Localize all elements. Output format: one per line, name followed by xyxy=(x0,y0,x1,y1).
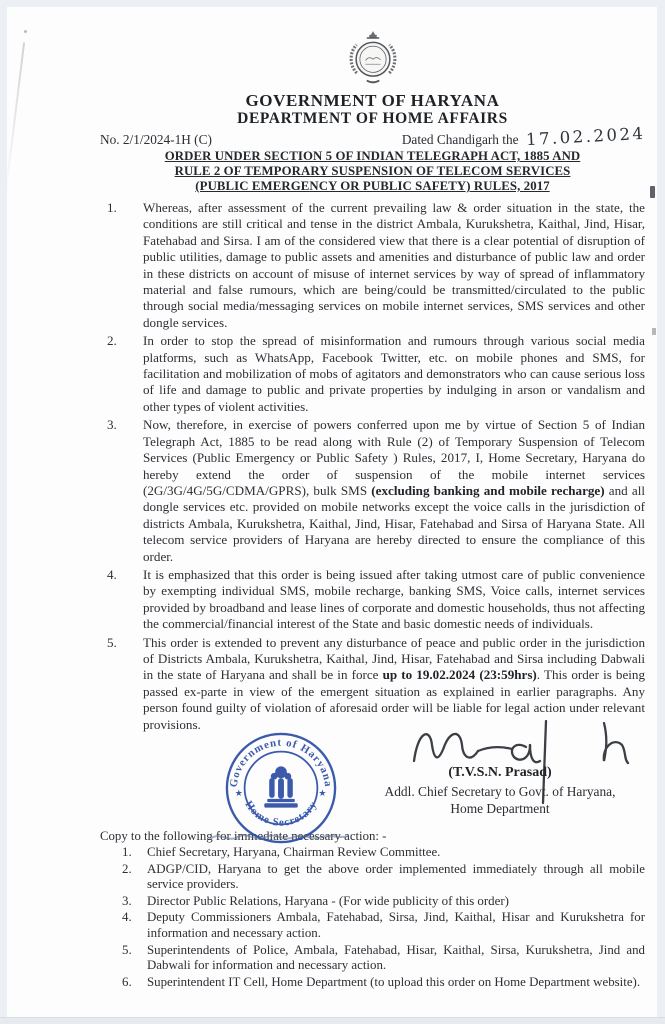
paragraph-number: 5. xyxy=(107,634,117,650)
government-name: GOVERNMENT OF HARYANA xyxy=(245,91,500,110)
copy-item-number: 4. xyxy=(122,910,132,925)
order-title-line-2: RULE 2 OF TEMPORARY SUSPENSION OF TELECOM SERVICES xyxy=(174,164,571,178)
scan-edge-mark-artifact xyxy=(650,186,655,198)
paragraph-text: This order is extended to prevent any disturbance of peace and public order in the jurisdiction of Districts Ambala, Kurukshetra, Kaithal, Jind, Hisar, Fatehabad and Sirsa including Dabwali in the state of Haryana and shall be in force up to 19.02.2024 (23:59hrs). This order is being passed ex-parte in view of the emergent situation as explained in earlier paragraphs. Any person found guilty of violation of aforesaid order will be liable for legal action under relevant provisions. xyxy=(143,634,646,732)
handwritten-date: 17.02.2024 xyxy=(525,123,646,150)
reference-number: No. 2/1/2024-1H (C) xyxy=(100,132,212,147)
copy-item-text: ADGP/CID, Haryana to get the above order implemented immediately through all mobile service providers. xyxy=(147,861,645,892)
signatory-title-line-2: Home Department xyxy=(450,801,550,816)
dated-label: Dated Chandigarh the xyxy=(401,132,519,147)
haryana-state-emblem-icon xyxy=(340,28,406,88)
paragraph-text: Whereas, after assessment of the current prevailing law & order situation in the state, the conditions are still critical and tense in the district Ambala, Kurukshetra, Kaithal, Jind, Hisar, Fatehabad and Sirsa. I am of the considered view that there is a clear potential of disruption of public utilities, damage to public assets and amenities and disturbance of public law and order in these districts on account of misuse of internet services by way of spread of inflammatory material and false rumours, which are being/could be transmitted/circulated to the public through social media/messaging services on mobile internet services, SMS services and other dongle services. xyxy=(143,200,645,330)
stamp-ring-bottom-text: Home Secretary xyxy=(242,798,320,829)
order-title-line-3: (PUBLIC EMERGENCY OR PUBLIC SAFETY) RULES, 2017 xyxy=(195,179,550,193)
signatory-name: (T.V.S.N. Prasad) xyxy=(448,765,552,780)
signatory-title-line-1: Addl. Chief Secretary to Govt. of Haryana, xyxy=(384,784,616,799)
copy-item-number: 6. xyxy=(122,974,132,989)
scan-edge-mark-artifact xyxy=(652,328,656,335)
copy-item-6 xyxy=(100,975,645,991)
copy-item-text: Director Public Relations, Haryana - (For wide publicity of this order) xyxy=(147,893,509,908)
paragraph-number: 1. xyxy=(107,200,117,215)
paragraph-number: 3. xyxy=(107,417,117,433)
stamp-ring-top-text: Government of Haryana xyxy=(227,736,335,789)
document-content xyxy=(100,21,645,990)
copy-item-text: Chief Secretary, Haryana, Chairman Review Committee. xyxy=(147,845,441,859)
department-name: DEPARTMENT OF HOME AFFAIRS xyxy=(237,110,508,127)
paragraph-text: Now, therefore, in exercise of powers conferred upon me by virtue of Section 5 of Indian Telegraph Act, 1885 to be read along with Rule (2) of Temporary Suspension of Telecom Services (Public Emergency or Public Safety ) Rules, 2017, I, Home Secretary, Haryana do hereby extend the order of suspension of the mobile internet services (2G/3G/4G/5G/CDMA/GPRS), bulk SMS (excluding banking and mobile recharge) and all dongle services etc. provided on mobile networks except the voice calls in the jurisdiction of districts Ambala, Kurukshetra, Kaithal, Jind, Hisar, Fatehabad and Sirsa of Haryana State. All telecom service providers of Haryana are hereby directed to ensure the compliance of this order. xyxy=(143,417,645,564)
paragraph-1 xyxy=(100,200,645,331)
copy-to-heading: Copy to the following for immediate necessary action: - xyxy=(100,829,387,843)
copy-item-number: 3. xyxy=(122,893,132,908)
paragraph-number: 2. xyxy=(107,333,117,349)
copy-item-text: Superintendents of Police, Ambala, Fatehabad, Hisar, Kaithal, Sirsa, Kurukshetra, Jind and Dabwali for information and necessary action. xyxy=(147,942,645,973)
order-paragraphs xyxy=(100,200,645,733)
copy-item-text: Deputy Commissioners Ambala, Fatehabad, Sirsa, Jind, Kaithal, Hisar and Kurukshetra for information and necessary action. xyxy=(147,910,645,940)
copy-item-4 xyxy=(100,910,645,941)
paragraph-text: It is emphasized that this order is being issued after taking utmost care of public convenience by exempting individual SMS, mobile recharge, banking SMS, Voice calls, internet services provided by broadband and lease lines of corporate and domestic households, thus not affecting the commercial/financial interest of the State and basic domestic needs of individuals. xyxy=(143,566,645,632)
copy-item-5 xyxy=(100,943,645,974)
paragraph-text: In order to stop the spread of misinformation and rumours through various social media platforms, such as WhatsApp, Facebook Twitter, etc. on mobile phones and SMS, for facilitation and mobilization of mobs of agitators and demonstrators who can cause serious loss of life and damage to public and private properties by indulging in arson or vandalism and other types of violent activities. xyxy=(143,333,645,414)
reference-row xyxy=(100,123,646,150)
copy-to-list xyxy=(100,845,645,990)
scan-speck-artifact xyxy=(24,30,27,33)
paragraph-2 xyxy=(100,333,645,415)
scan-bottom-edge xyxy=(0,1017,665,1024)
stamp-star-left-icon: ★ xyxy=(234,787,243,798)
paragraph-number: 4. xyxy=(107,566,117,582)
copy-item-2 xyxy=(100,862,645,893)
order-title-line-1: ORDER UNDER SECTION 5 OF INDIAN TELEGRAPH ACT, 1885 AND xyxy=(164,149,581,163)
copy-item-3 xyxy=(100,894,645,910)
copy-item-text: Superintendent IT Cell, Home Department (to upload this order on Home Department website). xyxy=(147,974,641,989)
paragraph-4 xyxy=(100,567,645,633)
paragraph-3 xyxy=(100,417,645,565)
paragraph-5 xyxy=(100,635,645,733)
copy-item-number: 5. xyxy=(122,942,132,957)
stamp-star-right-icon: ★ xyxy=(318,787,327,798)
document-page xyxy=(7,7,657,1020)
copy-item-number: 2. xyxy=(122,861,132,876)
copy-item-number: 1. xyxy=(122,845,132,859)
ashoka-capital-icon xyxy=(264,766,297,807)
stamp-underline-scribble xyxy=(208,829,353,845)
copy-item-1 xyxy=(100,845,645,861)
signature-section xyxy=(100,735,645,829)
